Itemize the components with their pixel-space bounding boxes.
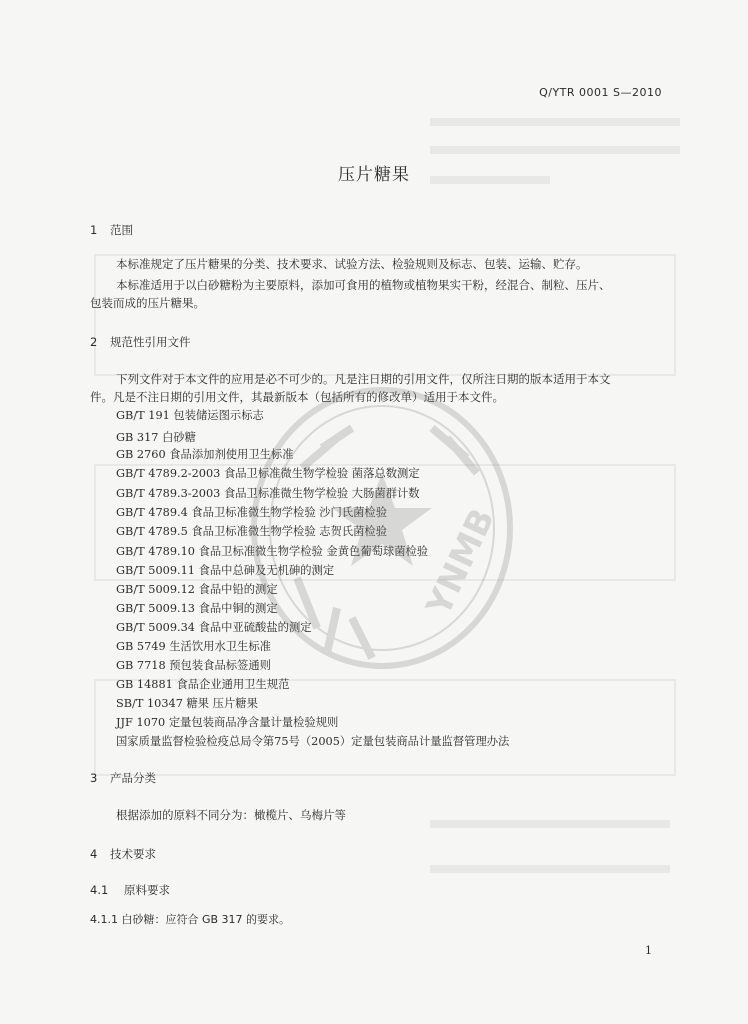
section-title: 技术要求 xyxy=(110,847,156,861)
standard-number: Q/YTR 0001 S—2010 xyxy=(539,86,662,99)
reference-item: GB/T 4789.3-2003 食品卫标准微生物学检验 大肠菌群计数 xyxy=(116,487,420,500)
reference-item: JJF 1070 定量包装商品净含量计量检验规则 xyxy=(116,716,339,729)
refs-intro-line-1: 下列文件对于本文件的应用是必不可少的。凡是注日期的引用文件，仅所注日期的版本适用于本文 xyxy=(116,372,611,386)
reference-item: GB/T 5009.13 食品中铜的测定 xyxy=(116,602,278,615)
requirement-4-1-1: 4.1.1 白砂糖：应符合 GB 317 的要求。 xyxy=(90,913,291,926)
section-title: 范围 xyxy=(110,223,133,237)
reference-item: GB/T 5009.11 食品中总砷及无机砷的测定 xyxy=(116,564,335,577)
section-title: 规范性引用文件 xyxy=(110,335,191,349)
reference-item: GB/T 5009.34 食品中亚硫酸盐的测定 xyxy=(116,621,312,634)
svg-text:YNMB: YNMB xyxy=(418,502,503,622)
classification-paragraph: 根据添加的原料不同分为：橄榄片、乌梅片等 xyxy=(116,808,346,822)
section-title: 产品分类 xyxy=(110,771,156,785)
subsection-heading-raw-materials xyxy=(90,882,170,898)
page-number: 1 xyxy=(645,944,652,957)
reference-item: GB/T 5009.12 食品中铅的测定 xyxy=(116,583,278,596)
reference-item: GB 14881 食品企业通用卫生规范 xyxy=(116,678,290,691)
reference-item: GB/T 4789.10 食品卫标准微生物学检验 金黄色葡萄球菌检验 xyxy=(116,545,429,558)
section-heading-technical-requirements xyxy=(90,846,156,862)
scope-paragraph-2-line-2: 包装而成的压片糖果。 xyxy=(90,296,205,310)
section-heading-classification xyxy=(90,770,156,786)
document-title: 压片糖果 xyxy=(338,165,410,185)
reference-item: GB/T 4789.5 食品卫标准微生物学检验 志贺氏菌检验 xyxy=(116,525,388,538)
reference-item: GB 7718 预包装食品标签通则 xyxy=(116,659,271,672)
section-number: 2 xyxy=(90,335,98,349)
reference-item: GB/T 4789.4 食品卫标准微生物学检验 沙门氏菌检验 xyxy=(116,506,388,519)
reference-item: GB/T 4789.2-2003 食品卫标准微生物学检验 菌落总数测定 xyxy=(116,467,420,480)
section-heading-scope xyxy=(90,222,133,238)
reference-item: 国家质量监督检验检疫总局令第75号（2005）定量包装商品计量监督管理办法 xyxy=(116,735,510,748)
seal-stamp-image xyxy=(242,378,522,678)
section-number: 4 xyxy=(90,847,98,861)
section-number: 3 xyxy=(90,771,98,785)
reference-item: SB/T 10347 糖果 压片糖果 xyxy=(116,697,258,710)
reference-item: GB/T 191 包装储运图示标志 xyxy=(116,409,264,422)
subsection-number: 4.1 xyxy=(90,883,109,897)
reference-item: GB 2760 食品添加剂使用卫生标准 xyxy=(116,448,294,461)
refs-intro-line-2: 件。凡是不注日期的引用文件，其最新版本（包括所有的修改单）适用于本文件。 xyxy=(90,390,504,404)
section-number: 1 xyxy=(90,223,98,237)
scope-paragraph-2-line-1: 本标准适用于以白砂糖粉为主要原料，添加可食用的植物或植物果实干粉，经混合、制粒、压片、 xyxy=(116,278,611,292)
subsection-title: 原料要求 xyxy=(124,883,170,897)
scope-paragraph-1: 本标准规定了压片糖果的分类、技术要求、试验方法、检验规则及标志、包装、运输、贮存。 xyxy=(116,257,588,271)
section-heading-normative-references xyxy=(90,334,191,350)
reference-item: GB 317 白砂糖 xyxy=(116,431,196,444)
reference-item: GB 5749 生活饮用水卫生标准 xyxy=(116,640,271,653)
